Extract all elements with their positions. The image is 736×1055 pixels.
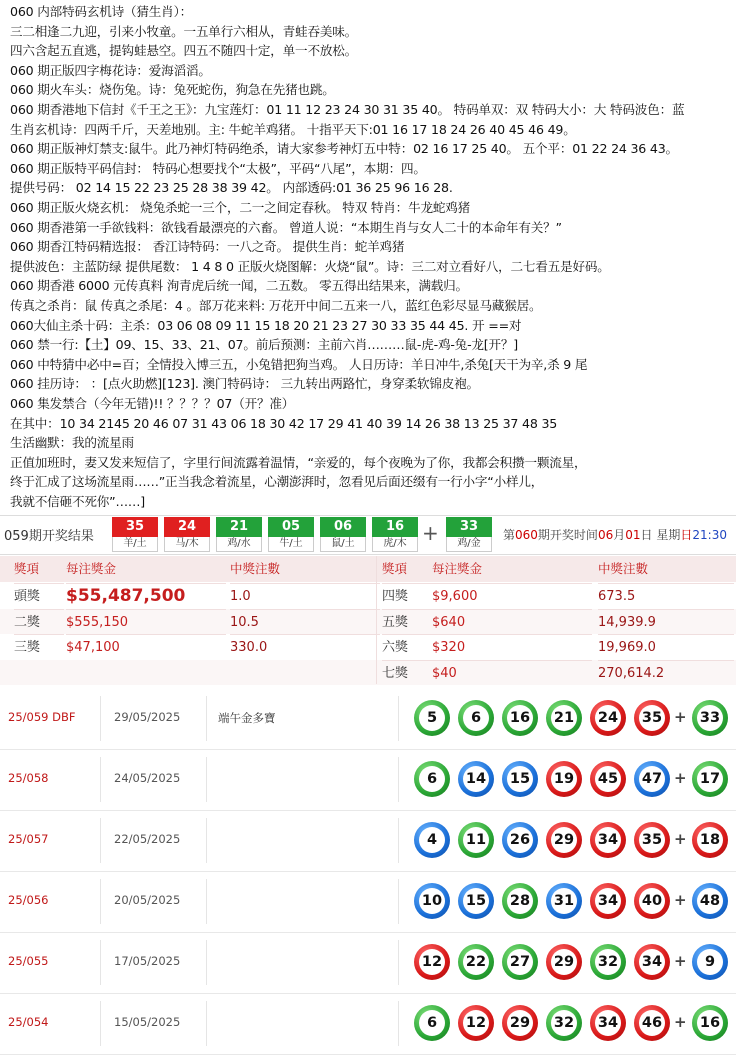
text-line: 060 内部特码玄机诗（猜生肖）：: [10, 4, 193, 19]
prize-count: 330.0: [230, 634, 380, 660]
text-line: 060 期正版特平码信封： 特码心想要找个“太极”，平码“八尾”，本期：四。: [10, 160, 426, 176]
prize-table-header: 每注獎金: [66, 561, 117, 576]
ball-number: 47: [639, 766, 665, 792]
text-line: 终于汇成了这场流星雨……”正当我念着流星，心潮澎湃时，忽看见后面还缀有一行小字“小样儿，: [10, 474, 544, 490]
plus-icon: +: [422, 521, 439, 545]
prize-count: 270,614.2: [598, 660, 734, 686]
prize-name: 四獎: [382, 583, 432, 609]
lottery-ball: [414, 883, 450, 919]
ball-number: 15: [463, 888, 489, 914]
text-line: 060 期正版四字梅花诗：爱海滔滔。: [10, 62, 211, 78]
ball-number: 21: [551, 705, 577, 731]
special-ball-zodiac: 鸡/金: [446, 537, 492, 552]
ball-number: 46: [639, 1010, 665, 1036]
next-draw-info: [503, 526, 727, 543]
history-date: 20/05/2025: [114, 893, 181, 907]
prize-amount: $555,150: [66, 609, 226, 635]
lottery-ball: [414, 944, 450, 980]
draw-ball: [112, 517, 158, 551]
prize-amount: $640: [432, 609, 592, 635]
lottery-ball: [546, 761, 582, 797]
draw-ball-number: 06: [320, 517, 366, 537]
lottery-ball: [546, 822, 582, 858]
text-line: 传真之杀肖：鼠 传真之杀尾：4 。部万花来料: 万花开中间二五来一八，蓝红色彩尽显马藏猴居。: [10, 298, 542, 313]
lottery-ball: [458, 1005, 494, 1041]
draw-ball: [320, 517, 366, 551]
history-date: 17/05/2025: [114, 954, 181, 968]
text-line: 060 期正版火烧玄机： 烧兔杀蛇一三个，二一之间定春秋。 特双 特肖：牛龙蛇鸡猪: [10, 200, 471, 215]
next-draw-month: 06: [597, 528, 614, 542]
ball-number: 27: [507, 949, 533, 975]
prize-count: 10.5: [230, 609, 380, 635]
weekday-label: 星期: [656, 528, 681, 542]
prize-amount: $55,487,500: [66, 583, 226, 609]
text-line: 正值加班时，妻又发来短信了，字里行间流露着温情，“亲爱的，每个夜晚为了你，我都会积攒一颗流星，: [10, 454, 587, 470]
text-line: 四六含起五直逃，提钩蛙悬空。四五不随四十定，单一不放松。: [10, 43, 358, 59]
special-ball-number: 16: [697, 1010, 723, 1036]
draw-ball-number: 21: [216, 517, 262, 537]
prize-count: 19,969.0: [598, 634, 734, 660]
prize-name: 七獎: [382, 660, 432, 686]
prize-table-header: 獎項: [382, 561, 408, 576]
draw-ball-zodiac: 牛/土: [268, 537, 314, 552]
ball-number: 12: [419, 949, 445, 975]
draw-history-list: [0, 688, 736, 1052]
prize-name: 六獎: [382, 634, 432, 660]
ball-number: 4: [419, 827, 445, 853]
lottery-ball: [590, 700, 626, 736]
prize-table-divider: [376, 556, 377, 684]
lottery-ball: [502, 1005, 538, 1041]
lottery-ball: [458, 883, 494, 919]
history-date: 24/05/2025: [114, 771, 181, 785]
prize-table-header: 每注獎金: [432, 561, 483, 576]
history-row: [0, 810, 736, 872]
column-divider: [206, 879, 207, 924]
text-line: 060大仙主杀十码：主杀：03 06 08 09 11 15 18 20 21 23 27 30 33 35 44 45. 开 ==对: [10, 317, 522, 333]
history-issue: 25/055: [8, 954, 49, 968]
special-ball-number: 48: [697, 888, 723, 914]
lottery-ball: [546, 700, 582, 736]
text-line: 060 期火车头：烧伤兔。诗：兔死蛇伤，狗急在先猪也跳。: [10, 82, 335, 98]
text-line: 060 期香港第一手欲钱料：欲钱看最漂亮的六畜。 曾道人说：“本期生肖与女人二十的本命年有关？”: [10, 219, 562, 235]
ball-number: 34: [639, 949, 665, 975]
lottery-ball: [414, 822, 450, 858]
prize-name: 二獎: [14, 609, 64, 635]
ball-number: 35: [639, 705, 665, 731]
column-divider: [398, 1001, 399, 1046]
ball-number: 6: [419, 766, 445, 792]
ball-number: 31: [551, 888, 577, 914]
ball-number: 34: [595, 888, 621, 914]
prize-name: 五獎: [382, 609, 432, 635]
column-divider: [398, 696, 399, 741]
history-row: [0, 688, 736, 750]
text-line: 060 期香港地下信封《千王之王》：九宝莲灯：01 11 12 23 24 30 31 35 40。 特码单双：双 特码大小：大 特码波色：蓝: [10, 102, 685, 117]
text-line: 060 禁一行:【土】09、15、33、21、07。前后预测：主前六肖………鼠-虎-鸡-兔-龙[开？]: [10, 337, 519, 353]
lottery-ball: [458, 822, 494, 858]
lottery-ball: [590, 822, 626, 858]
column-divider: [206, 1001, 207, 1046]
special-ball-number: 33: [697, 705, 723, 731]
lottery-ball: [414, 700, 450, 736]
next-draw-time: 21:30: [692, 528, 727, 542]
column-divider: [100, 818, 101, 863]
special-ball-number: 33: [446, 517, 492, 537]
ball-number: 29: [507, 1010, 533, 1036]
draw-ball-zodiac: 鼠/土: [320, 537, 366, 552]
special-lottery-ball: [692, 883, 728, 919]
lottery-ball: [634, 883, 670, 919]
column-divider: [100, 940, 101, 985]
prize-amount: $320: [432, 634, 592, 660]
column-divider: [100, 879, 101, 924]
lottery-ball: [458, 761, 494, 797]
prize-table: [0, 556, 736, 686]
text-line: 生肖玄机诗：四两千斤，天差地别。主: 牛蛇羊鸡猪。 十指平天下:01 16 17 18 24 26 40 45 46 49。: [10, 121, 576, 137]
text-line: 060 中特猜中必中=百；全情投入博三五，小兔错把狗当鸡。 人日历诗：羊日冲牛,杀兔[天干为辛,杀 9 尾: [10, 356, 588, 372]
history-issue: 25/059 DBF: [8, 710, 76, 724]
prize-table-header: 中獎注數: [598, 561, 649, 576]
lottery-ball: [634, 822, 670, 858]
ball-number: 6: [419, 1010, 445, 1036]
prize-table-header: 中獎注數: [230, 561, 281, 576]
lottery-ball: [546, 883, 582, 919]
ball-number: 14: [463, 766, 489, 792]
ball-number: 10: [419, 888, 445, 914]
history-issue: 25/056: [8, 893, 49, 907]
text-line: 我就不信砸不死你”……]: [10, 494, 145, 509]
draw-ball-zodiac: 羊/土: [112, 537, 158, 552]
ball-number: 15: [507, 766, 533, 792]
lottery-ball: [590, 1005, 626, 1041]
lottery-ball: [502, 822, 538, 858]
ball-number: 45: [595, 766, 621, 792]
lottery-ball: [414, 1005, 450, 1041]
text-line: 三二相逢二九迎，引来小牧童。一五单行六相从，青蛙吞美味。: [10, 23, 358, 39]
ball-number: 32: [551, 1010, 577, 1036]
next-draw-weekday: 日: [680, 528, 693, 542]
draw-ball: [372, 517, 418, 551]
ball-number: 40: [639, 888, 665, 914]
special-lottery-ball: [692, 700, 728, 736]
ball-number: 35: [639, 827, 665, 853]
history-row: [0, 932, 736, 994]
plus-icon: +: [674, 952, 687, 970]
lottery-ball: [634, 761, 670, 797]
prize-table-header: 獎項: [14, 561, 40, 576]
history-row: [0, 993, 736, 1055]
special-ball: [446, 517, 492, 551]
prize-name: 三獎: [14, 634, 64, 660]
plus-icon: +: [674, 830, 687, 848]
column-divider: [206, 818, 207, 863]
draw-ball-zodiac: 鸡/水: [216, 537, 262, 552]
plus-icon: +: [674, 708, 687, 726]
ball-number: 11: [463, 827, 489, 853]
lottery-ball: [634, 1005, 670, 1041]
history-date: 15/05/2025: [114, 1015, 181, 1029]
history-issue: 25/054: [8, 1015, 49, 1029]
special-ball-number: 18: [697, 827, 723, 853]
lottery-ball: [590, 944, 626, 980]
column-divider: [100, 757, 101, 802]
draw-ball: [164, 517, 210, 551]
lottery-ball: [502, 761, 538, 797]
lottery-ball: [502, 883, 538, 919]
next-draw-prefix: 第: [503, 528, 516, 542]
prediction-text-block: [0, 0, 736, 515]
history-note: 端午金多寶: [218, 711, 276, 725]
prize-name: 頭獎: [14, 583, 64, 609]
text-line: 060 集发禁合（今年无错)!! ？？？？07（开？准）: [10, 396, 295, 411]
column-divider: [398, 940, 399, 985]
ball-number: 34: [595, 827, 621, 853]
lottery-ball: [634, 700, 670, 736]
draw-ball: [216, 517, 262, 551]
column-divider: [100, 1001, 101, 1046]
lottery-ball: [458, 700, 494, 736]
prize-count: 673.5: [598, 583, 734, 609]
ball-number: 19: [551, 766, 577, 792]
column-divider: [206, 940, 207, 985]
text-line: 生活幽默：我的流星雨: [10, 435, 134, 451]
draw-ball: [268, 517, 314, 551]
prize-amount: $9,600: [432, 583, 592, 609]
prize-amount: $47,100: [66, 634, 226, 660]
special-ball-number: 17: [697, 766, 723, 792]
plus-icon: +: [674, 891, 687, 909]
ball-number: 16: [507, 705, 533, 731]
column-divider: [398, 757, 399, 802]
prize-amount: $40: [432, 660, 592, 686]
lottery-ball: [634, 944, 670, 980]
history-issue: 25/057: [8, 832, 49, 846]
draw-ball-number: 35: [112, 517, 158, 537]
ball-number: 5: [419, 705, 445, 731]
draw-ball-number: 05: [268, 517, 314, 537]
lottery-ball: [414, 761, 450, 797]
text-line: 060 期香港 6000 元传真料 洵青虎后统一闻，二五数。 零五得出结果来，满载归。: [10, 278, 468, 294]
lottery-ball: [590, 883, 626, 919]
special-lottery-ball: [692, 822, 728, 858]
column-divider: [206, 757, 207, 802]
ball-number: 6: [463, 705, 489, 731]
column-divider: [398, 879, 399, 924]
draw-result-label: 059期开奖结果: [4, 529, 94, 544]
prize-count: 14,939.9: [598, 609, 734, 635]
column-divider: [398, 818, 399, 863]
history-issue: 25/058: [8, 771, 49, 785]
ball-number: 34: [595, 1010, 621, 1036]
draw-result-bar: [0, 515, 736, 555]
history-date: 29/05/2025: [114, 710, 181, 724]
day-unit: 日: [640, 528, 653, 542]
text-line: 提供号码： 02 14 15 22 23 25 28 38 39 42。 内部透码:01 36 25 96 16 28.: [10, 180, 453, 196]
ball-number: 24: [595, 705, 621, 731]
ball-number: 29: [551, 949, 577, 975]
next-draw-time-label: 期开奖时间: [537, 528, 598, 542]
ball-number: 22: [463, 949, 489, 975]
month-unit: 月: [613, 528, 626, 542]
draw-ball-number: 24: [164, 517, 210, 537]
prize-count: 1.0: [230, 583, 380, 609]
lottery-ball: [458, 944, 494, 980]
draw-ball-zodiac: 虎/木: [372, 537, 418, 552]
special-lottery-ball: [692, 1005, 728, 1041]
special-lottery-ball: [692, 944, 728, 980]
lottery-ball: [590, 761, 626, 797]
draw-ball-zodiac: 马/木: [164, 537, 210, 552]
history-row: [0, 871, 736, 933]
ball-number: 28: [507, 888, 533, 914]
special-lottery-ball: [692, 761, 728, 797]
lottery-ball: [502, 944, 538, 980]
draw-ball-number: 16: [372, 517, 418, 537]
ball-number: 32: [595, 949, 621, 975]
lottery-ball: [502, 700, 538, 736]
next-draw-issue: 060: [515, 528, 538, 542]
text-line: 在其中：10 34 2145 20 46 07 31 43 06 18 30 42 17 29 41 40 39 14 26 38 13 25 37 48 35: [10, 415, 558, 431]
lottery-ball: [546, 944, 582, 980]
text-line: 060 期正版神灯禁支:鼠牛。此乃神灯特码绝杀，请大家参考神灯五中特：02 16 17 25 40。 五个平：01 22 24 36 43。: [10, 141, 678, 157]
plus-icon: +: [674, 769, 687, 787]
plus-icon: +: [674, 1013, 687, 1031]
text-line: 060 期香江特码精选报： 香江诗特码：一八之奇。 提供生肖：蛇羊鸡猪: [10, 239, 405, 255]
special-ball-number: 9: [697, 949, 723, 975]
ball-number: 26: [507, 827, 533, 853]
ball-number: 29: [551, 827, 577, 853]
next-draw-day: 01: [625, 528, 641, 542]
lottery-ball: [546, 1005, 582, 1041]
text-line: 060 挂历诗： ：[点火助燃][123]. 澳门特码诗： 三九转出两路忙，身穿柔软锦皮袍。: [10, 376, 479, 392]
history-date: 22/05/2025: [114, 832, 181, 846]
ball-number: 12: [463, 1010, 489, 1036]
text-line: 提供波色：主蓝防绿 提供尾数： 1 4 8 0 正版火烧图解：火烧“鼠”。诗：三二对立看好八，二七看五是好码。: [10, 258, 610, 274]
column-divider: [206, 696, 207, 741]
column-divider: [100, 696, 101, 741]
history-row: [0, 749, 736, 811]
